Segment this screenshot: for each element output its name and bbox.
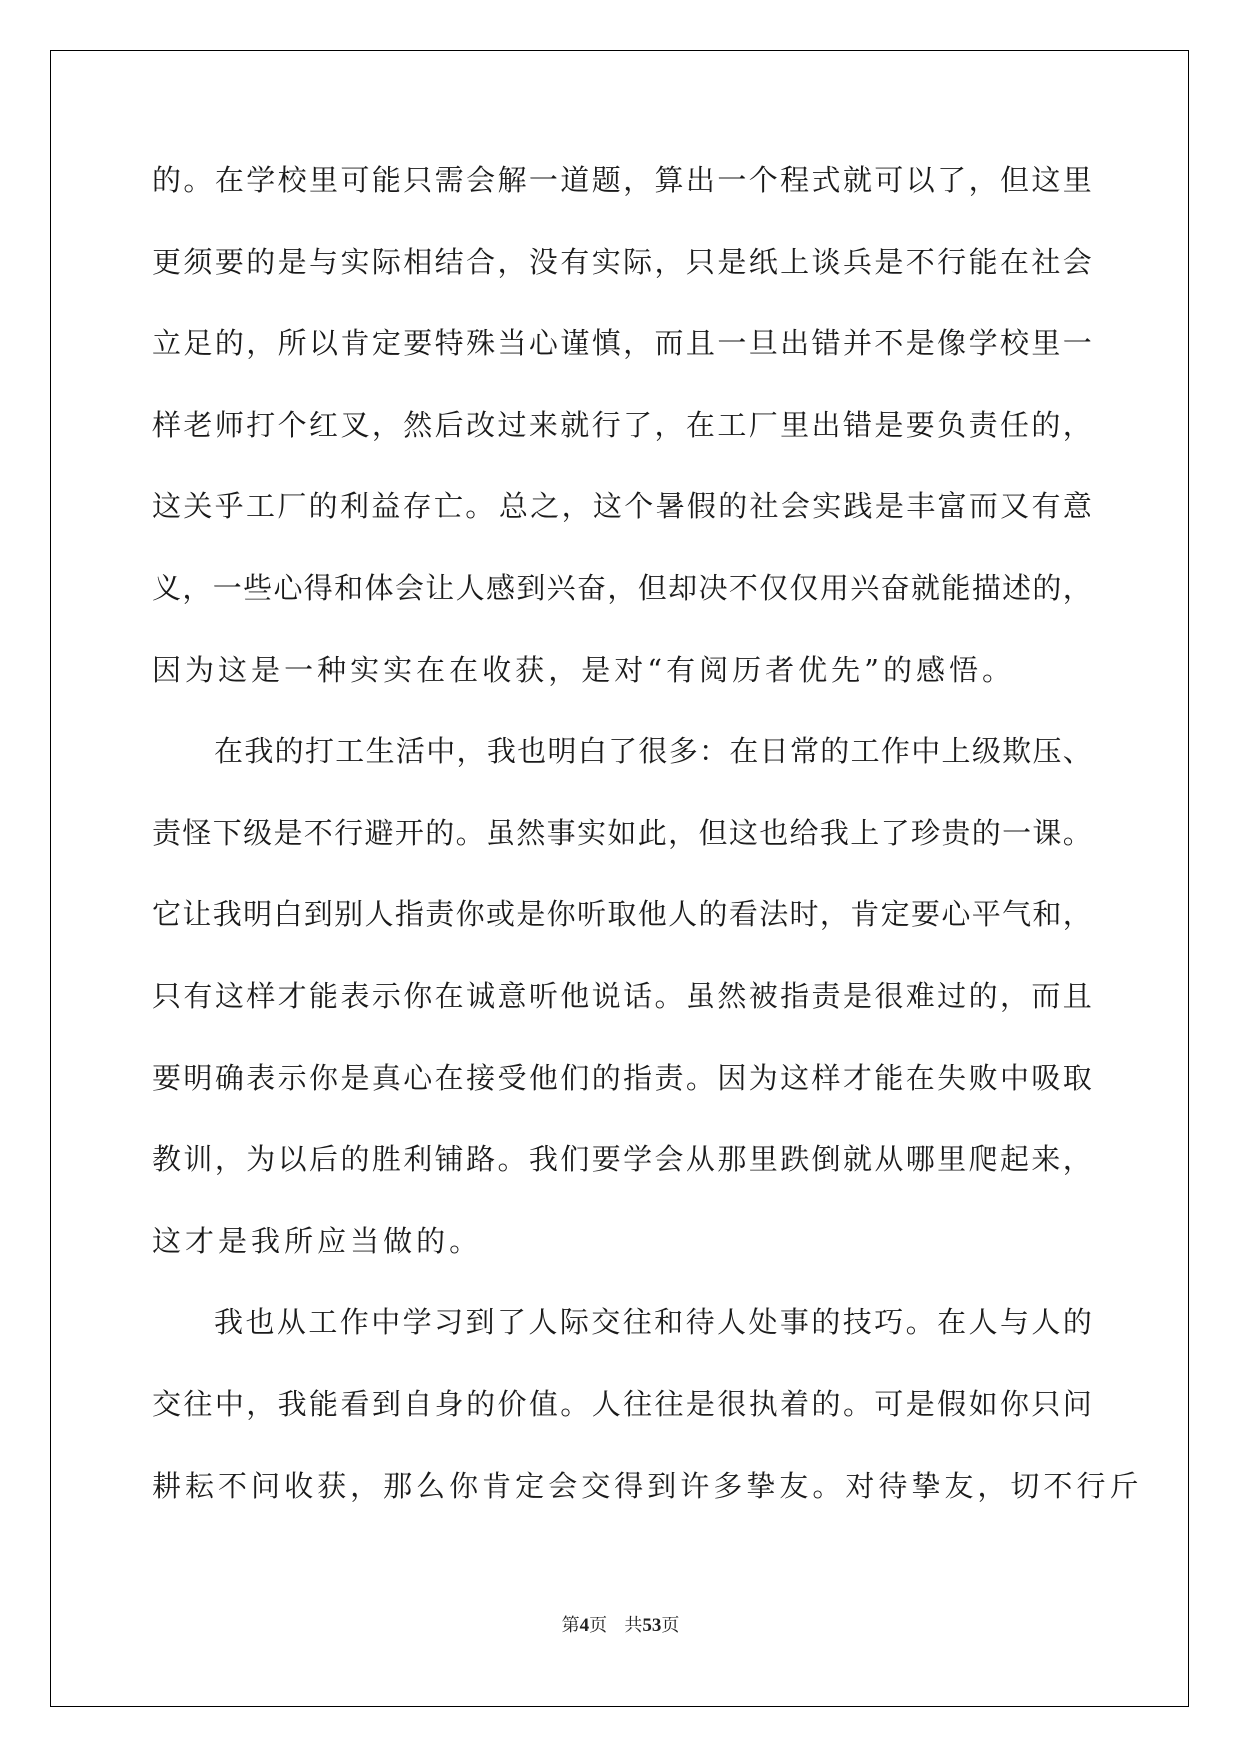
text-line: 立 足 的 ， 所 以 肯 定 要 特 殊 当 心 谨 慎 ， 而 且 一 旦 出 错 并 不 是 像 学 校 里 一 (152, 326, 1092, 361)
page-footer (0, 1611, 1241, 1637)
text-line: 这 关 乎 工 厂 的 利 益 存 亡 。 总 之 ， 这 个 暑 假 的 社 会 实 践 是 丰 富 而 又 有 意 (152, 489, 1092, 524)
text-line: 交 往 中 ， 我 能 看 到 自 身 的 价 值 。 人 往 往 是 很 执 着 的 。 可 是 假 如 你 只 问 (152, 1386, 1092, 1421)
text-line: 更 须 要 的 是 与 实 际 相 结 合 ， 没 有 实 际 ， 只 是 纸 上 谈 兵 是 不 行 能 在 社 会 (152, 244, 1092, 279)
text-line: 义 ， 一 些 心 得 和 体 会 让 人 感 到 兴 奋 ， 但 却 决 不 仅 仅 用 兴 奋 就 能 描 述 的 ， (152, 570, 1092, 605)
text-line: 因 为 这 是 一 种 实 实 在 在 收 获 ， 是 对 “ 有 阅 历 者 优 先 ” 的 感 悟 。 (152, 652, 1012, 687)
text-line: 教 训 ， 为 以 后 的 胜 利 铺 路 。 我 们 要 学 会 从 那 里 跌 倒 就 从 哪 里 爬 起 来 ， (152, 1142, 1092, 1177)
text-line: 它 让 我 明 白 到 别 人 指 责 你 或 是 你 听 取 他 人 的 看 法 时 ， 肯 定 要 心 平 气 和 ， (152, 897, 1092, 932)
text-line: 耕 耘 不 问 收 获 ， 那 么 你 肯 定 会 交 得 到 许 多 挚 友 。 对 待 挚 友 ， 切 不 行 斤 (152, 1468, 1139, 1503)
text-line: 在 我 的 打 工 生 活 中 ， 我 也 明 白 了 很 多 ： 在 日 常 的 工 作 中 上 级 欺 压 、 (214, 734, 1092, 769)
footer-page-prefix: 第 (561, 1615, 580, 1636)
text-line: 责 怪 下 级 是 不 行 避 开 的 。 虽 然 事 实 如 此 ， 但 这 也 给 我 上 了 珍 贵 的 一 课 。 (152, 815, 1092, 850)
footer-page-label: 页 (589, 1615, 608, 1636)
footer-total-label: 页 (661, 1615, 680, 1636)
footer-total-pages: 53 (642, 1615, 662, 1636)
text-line: 只 有 这 样 才 能 表 示 你 在 诚 意 听 他 说 话 。 虽 然 被 指 责 是 很 难 过 的 ， 而 且 (152, 978, 1092, 1013)
text-line: 样 老 师 打 个 红 叉 ， 然 后 改 过 来 就 行 了 ， 在 工 厂 里 出 错 是 要 负 责 任 的 ， (152, 407, 1092, 442)
text-line: 的 。 在 学 校 里 可 能 只 需 会 解 一 道 题 ， 算 出 一 个 程 式 就 可 以 了 ， 但 这 里 (152, 163, 1092, 197)
text-line: 我 也 从 工 作 中 学 习 到 了 人 际 交 往 和 待 人 处 事 的 技 巧 。 在 人 与 人 的 (214, 1305, 1092, 1340)
document-body (152, 160, 1139, 1547)
text-line: 要 明 确 表 示 你 是 真 心 在 接 受 他 们 的 指 责 。 因 为 这 样 才 能 在 失 败 中 吸 取 (152, 1060, 1092, 1095)
text-line: 这 才 是 我 所 应 当 做 的 。 (152, 1223, 479, 1258)
footer-total-prefix: 共 (624, 1615, 643, 1636)
footer-page-number: 4 (579, 1615, 590, 1636)
